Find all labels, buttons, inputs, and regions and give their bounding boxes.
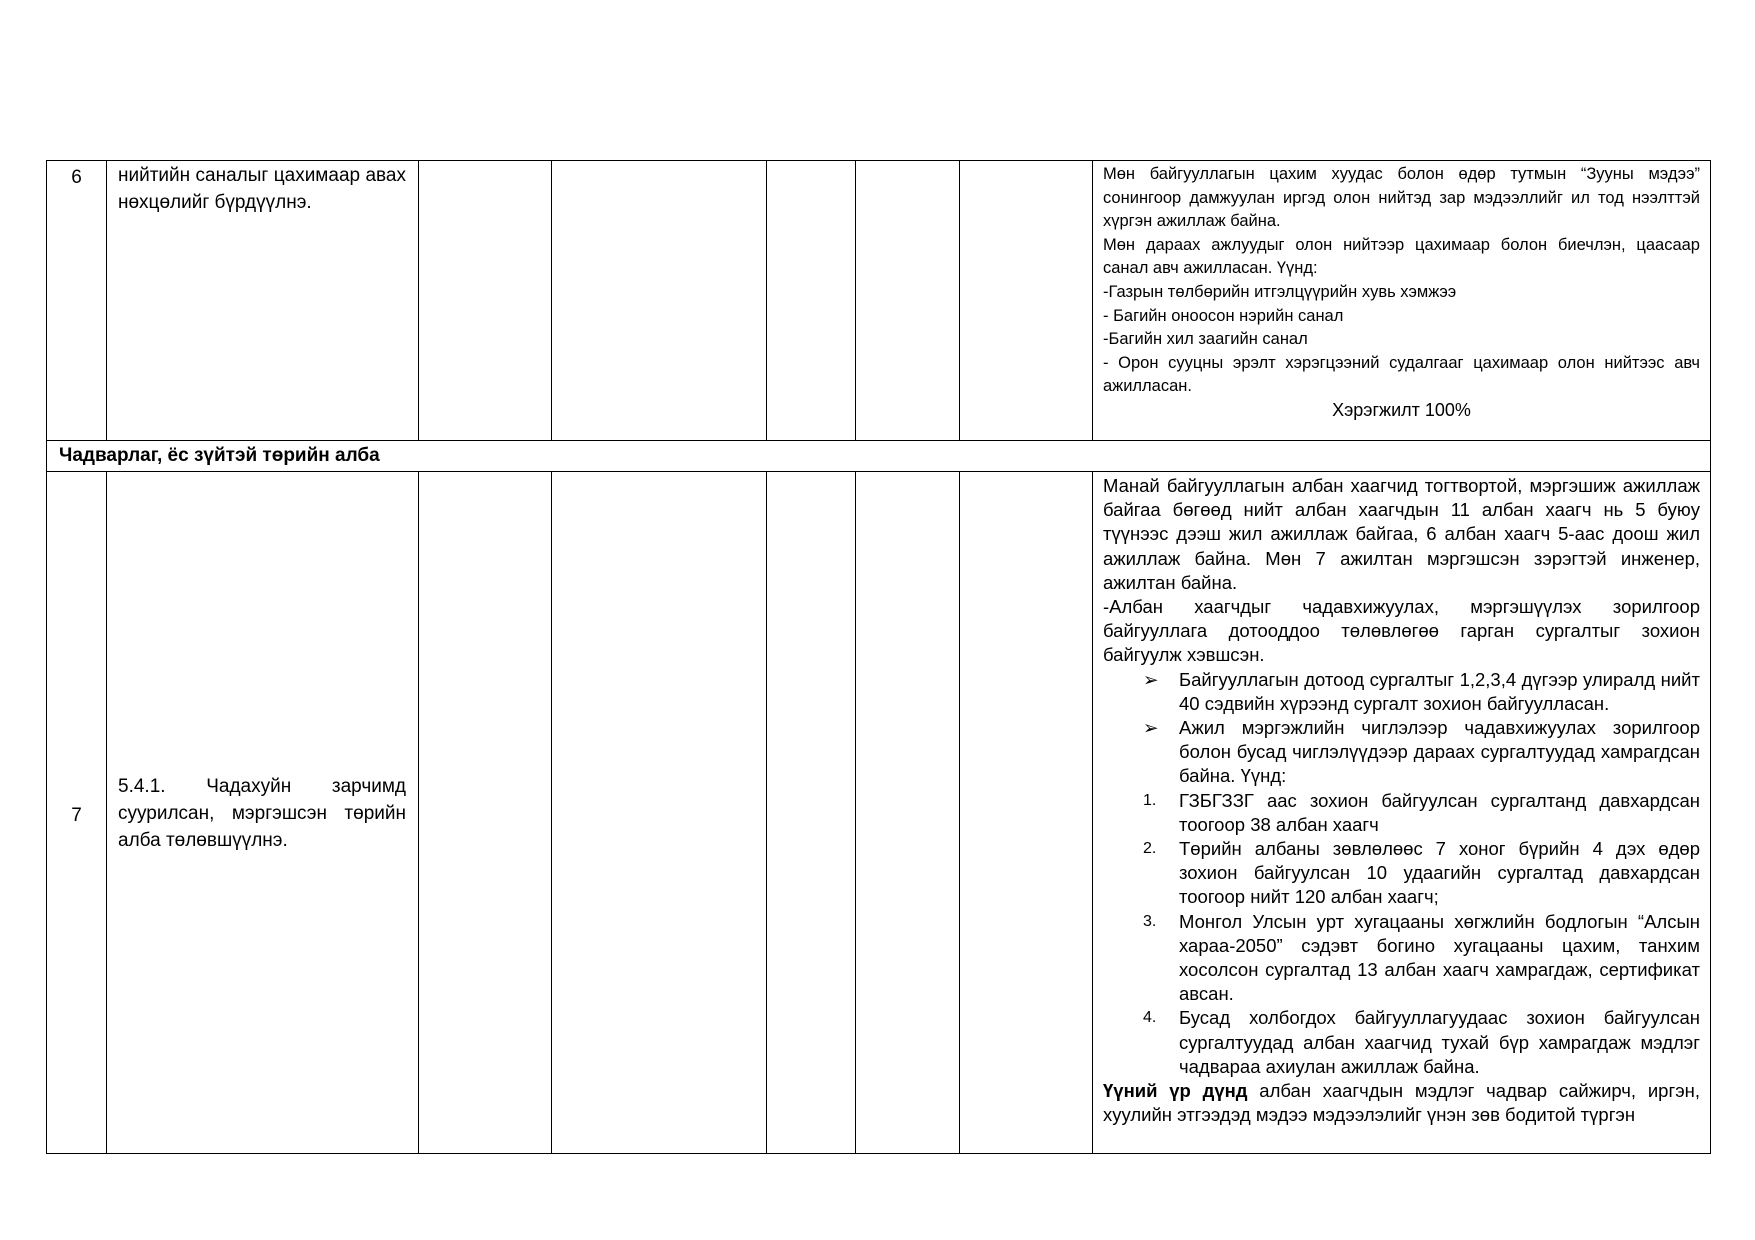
result-paragraph: Манай байгууллагын албан хаагчид тогтвортой, мэргэшиж ажиллаж байгаа бөгөөд нийт албан хаагчдын 11 албан хаагч нь 5 буюу түүнээс дээш жил ажиллаж байгаа, 6 албан хаагч 5-аас доош жил ажиллаж байна. Мөн 7 ажилтан мэргэшсэн зэрэгтэй инженер, ажилтан байна. bbox=[1103, 475, 1700, 593]
result-paragraph: Мөн байгууллагын цахим хуудас болон өдөр тутмын “Зууны мэдээ” сонингоор дамжуулан иргэд олон нийтэд зар мэдээллийг ил тод нээлттэй хүргэн ажиллаж байна. bbox=[1103, 165, 1700, 231]
empty-cell bbox=[856, 472, 960, 1154]
list-item bbox=[1103, 1006, 1700, 1079]
list-item bbox=[1103, 837, 1700, 910]
result-paragraph: - Багийн оноосон нэрийн санал bbox=[1103, 306, 1344, 325]
section-row bbox=[47, 441, 1711, 472]
row-number: 7 bbox=[47, 472, 107, 1154]
result-paragraph: -Газрын төлбөрийн итгэлцүүрийн хувь хэмжээ bbox=[1103, 282, 1457, 301]
goal-cell: нийтийн саналыг цахимаар авах нөхцөлийг бүрдүүлнэ. bbox=[107, 161, 419, 441]
empty-cell bbox=[552, 472, 767, 1154]
outcome-paragraph bbox=[1103, 1079, 1700, 1127]
outcome-label: Үүний үр дүнд bbox=[1103, 1080, 1248, 1102]
empty-cell bbox=[856, 161, 960, 441]
result-cell bbox=[1093, 161, 1711, 441]
list-item-text: Ажил мэргэжлийн чиглэлээр чадавхижуулах зорилгоор болон бусад чиглэлүүдээр дараах сургалтуудад хамрагдсан байна. Үүнд: bbox=[1179, 717, 1700, 787]
table-row bbox=[47, 472, 1711, 1154]
list-item-text: Байгууллагын дотоод сургалтыг 1,2,3,4 дүгээр улиралд нийт 40 сэдвийн хүрээнд сургалт зохион байгуулласан. bbox=[1179, 668, 1700, 714]
outcome-text: албан хаагчдын мэдлэг чадвар сайжирч, иргэн, хуулийн этгээдэд мэдээ мэдээлэлийг үнэн зөв бодитой түргэн bbox=[1103, 1080, 1700, 1126]
empty-cell bbox=[960, 161, 1093, 441]
list-item bbox=[1103, 716, 1700, 789]
empty-cell bbox=[419, 472, 552, 1154]
arrow-bullet-icon: ➢ bbox=[1143, 668, 1159, 690]
list-item bbox=[1103, 668, 1700, 716]
list-number: 3. bbox=[1143, 912, 1157, 930]
numbered-list bbox=[1103, 789, 1700, 1079]
list-item-text: Төрийн албаны зөвлөлөөс 7 хоног бүрийн 4 дэх өдөр зохион байгуулсан 10 удаагийн сургалтад давхардсан тоогоор нийт 120 албан хаагч; bbox=[1179, 838, 1700, 908]
list-number: 2. bbox=[1143, 840, 1157, 858]
result-paragraph: -Багийн хил заагийн санал bbox=[1103, 330, 1308, 349]
result-paragraph: - Орон сууцны эрэлт хэрэгцээний судалгааг цахимаар олон нийтээс авч ажилласан. bbox=[1103, 353, 1700, 396]
table-row bbox=[47, 161, 1711, 441]
result-paragraph: Мөн дараах ажлуудыг олон нийтээр цахимаар болон биечлэн, цаасаар санал авч ажилласан. Үүнд: bbox=[1103, 235, 1700, 278]
list-item bbox=[1103, 789, 1700, 837]
list-number: 4. bbox=[1143, 1009, 1157, 1027]
completion-status: Хэрэгжилт 100% bbox=[1332, 399, 1471, 420]
empty-cell bbox=[767, 472, 856, 1154]
empty-cell bbox=[767, 161, 856, 441]
empty-cell bbox=[960, 472, 1093, 1154]
list-item-text: Бусад холбогдох байгууллагуудаас зохион байгуулсан сургалтуудад албан хаагчид тухай бүр хамрагдаж мэдлэг чадвараа ахиулан ажиллаж байна. bbox=[1179, 1007, 1700, 1077]
list-number: 1. bbox=[1143, 791, 1157, 809]
result-paragraph: -Албан хаагчдыг чадавхижуулах, мэргэшүүлэх зорилгоор байгууллага дотооддоо төлөвлөгөө гарган сургалтыг зохион байгуулж хэвшсэн. bbox=[1103, 596, 1700, 666]
result-cell bbox=[1093, 472, 1711, 1154]
goal-cell: 5.4.1. Чадахуйн зарчимд суурилсан, мэргэшсэн төрийн алба төлөвшүүлнэ. bbox=[107, 472, 419, 1154]
list-item bbox=[1103, 910, 1700, 1007]
list-item-text: Монгол Улсын урт хугацааны хөгжлийн бодлогын “Алсын хараа-2050” сэдэвт богино хугацааны цахим, танхим хосолсон сургалтад 13 албан хаагч хамрагдаж, сертификат авсан. bbox=[1179, 910, 1700, 1005]
arrow-bullet-icon: ➢ bbox=[1143, 717, 1159, 739]
report-table bbox=[46, 160, 1711, 1154]
row-number: 6 bbox=[47, 161, 107, 441]
bullet-list bbox=[1103, 668, 1700, 789]
empty-cell bbox=[552, 161, 767, 441]
section-title: Чадварлаг, ёс зүйтэй төрийн алба bbox=[47, 441, 1711, 472]
empty-cell bbox=[419, 161, 552, 441]
list-item-text: ГЗБГЗЗГ аас зохион байгуулсан сургалтанд давхардсан тоогоор 38 албан хаагч bbox=[1179, 789, 1700, 835]
